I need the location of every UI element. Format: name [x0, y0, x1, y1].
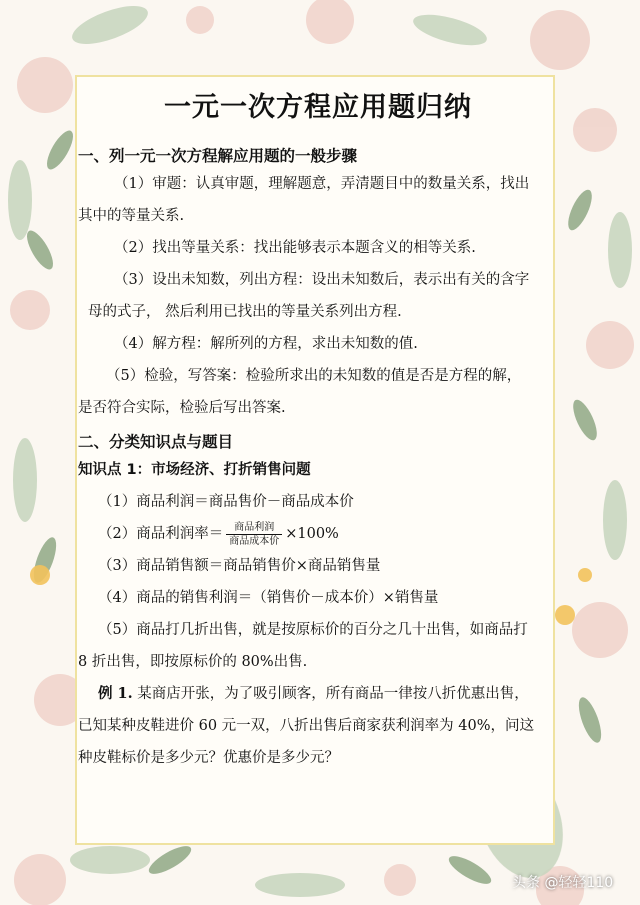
formula-line: （4）商品的销售利润＝（销售价－成本价）×销售量 [98, 590, 439, 606]
fraction [226, 521, 282, 548]
page-title: 一元一次方程应用题归纳 [164, 92, 472, 123]
example-line: 种皮鞋标价是多少元？优惠价是多少元？ [78, 750, 339, 766]
step-line: 是否符合实际，检验后写出答案. [78, 400, 286, 416]
example-text: 某商店开张，为了吸引顾客，所有商品一律按八折优惠出售， [132, 686, 529, 702]
step-line: （5）检验，写答案：检验所求出的未知数的值是否是方程的解， [106, 368, 522, 384]
formula-line: （5）商品打几折出售，就是按原标价的百分之几十出售，如商品打 [98, 622, 528, 638]
section1-heading: 一、列一元一次方程解应用题的一般步骤 [78, 147, 358, 165]
fraction-numerator: 商品利润 [226, 521, 282, 535]
formula-line [78, 518, 558, 550]
knowledge-point-title: 知识点 1：市场经济、打折销售问题 [78, 462, 311, 478]
step-line: （3）设出未知数，列出方程：设出未知数后，表示出有关的含字 [114, 272, 530, 288]
watermark: 头条 @轻轻110 [512, 875, 614, 891]
step-line: （1）审题：认真审题，理解题意，弄清题目中的数量关系，找出 [114, 176, 530, 192]
section2-heading: 二、分类知识点与题目 [78, 433, 234, 451]
example-line [78, 678, 558, 710]
example-label: 例 1. [98, 685, 133, 702]
formula-prefix: （2）商品利润率＝ [98, 526, 224, 542]
step-line: （2）找出等量关系：找出能够表示本题含义的相等关系. [114, 240, 476, 256]
formula-line: 8 折出售，即按原标价的 80%出售. [78, 654, 308, 670]
step-line: 其中的等量关系. [78, 208, 185, 224]
formula-suffix: ×100% [285, 526, 339, 542]
formula-line: （1）商品利润＝商品售价－商品成本价 [98, 494, 354, 510]
step-line: 母的式子， 然后利用已找出的等量关系列出方程. [88, 304, 402, 320]
document-content [78, 80, 558, 774]
example-line: 已知某种皮鞋进价 60 元一双，八折出售后商家获利润率为 40%，问这 [78, 718, 535, 734]
step-line: （4）解方程：解所列的方程，求出未知数的值. [114, 336, 418, 352]
fraction-denominator: 商品成本价 [229, 535, 280, 547]
formula-line: （3）商品销售额＝商品销售价×商品销售量 [98, 558, 381, 574]
